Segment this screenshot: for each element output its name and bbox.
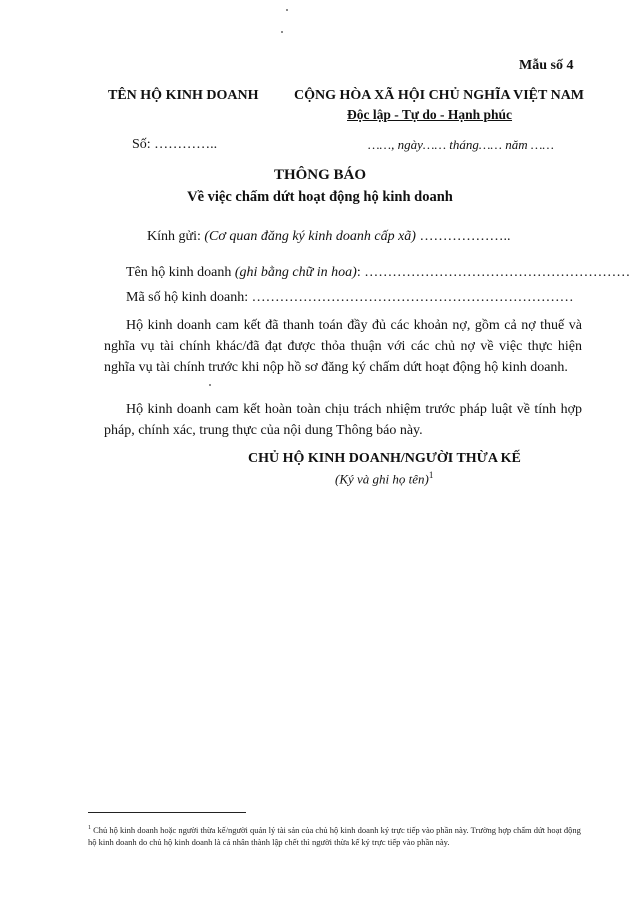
recipient-label: Kính gửi: [147,229,201,244]
form-number: Mẫu số 4 [519,58,574,73]
scan-speck [209,384,211,386]
signature-note [335,470,433,487]
scan-speck [281,31,283,33]
business-name-dots: : ………………………………………………… [356,265,631,280]
footnote-divider [88,812,246,813]
business-name-hint: (ghi bằng chữ in hoa) [234,265,357,280]
date-line: ……, ngày…… tháng…… năm …… [368,137,554,152]
business-name-line [126,265,630,281]
commitment-paragraph-2: Hộ kinh doanh cam kết hoàn toàn chịu trách nhiệm trước pháp luật về tính hợp pháp, chính xác, trung thực của nội dung Thông báo này. [104,402,582,438]
commitment-paragraph-1: Hộ kinh doanh cam kết đã thanh toán đầy đủ các khoản nợ, gồm cả nợ thuế và nghĩa vụ tài chính khác/đã đạt được thỏa thuận với các chủ nợ về việc thực hiện nghĩa vụ tài chính trước khi nộp hồ sơ đăng ký chấm dứt hoạt động hộ kinh doanh. [104,318,582,375]
business-name-heading: TÊN HỘ KINH DOANH [108,88,259,103]
footnote-text: Chủ hộ kinh doanh hoặc người thừa kế/người quản lý tài sản của chủ hộ kinh doanh ký trực tiếp vào phần này. Trường hợp chấm dứt hoạt động hộ kinh doanh do chủ hộ kinh doanh là cá nhân thành lập chết thì người thừa kế ký trực tiếp vào phần này. [88,824,581,847]
footnote-reference: 1 [428,470,434,480]
document-number: Số: ………….. [132,137,218,152]
nation-heading: CỘNG HÒA XÃ HỘI CHỦ NGHĨA VIỆT NAM [294,88,585,103]
document-title: THÔNG BÁO [273,167,367,183]
scan-speck [286,9,288,11]
business-code-line: Mã số hộ kinh doanh: …………………………………………………………… [126,290,574,305]
recipient-dots: ……………….. [415,229,511,244]
footnote [88,822,588,848]
business-name-label: Tên hộ kinh doanh [126,265,232,280]
footnote-mark: 1 [88,825,91,831]
motto: Độc lập - Tự do - Hạnh phúc [347,107,513,122]
signature-title: CHỦ HỘ KINH DOANH/NGƯỜI THỪA KẾ [248,451,521,466]
signature-instruction: (Ký và ghi họ tên) [335,471,429,487]
recipient-value: (Cơ quan đăng ký kinh doanh cấp xã) [204,229,416,244]
document-subtitle: Về việc chấm dứt hoạt động hộ kinh doanh [187,189,453,205]
recipient-line [147,229,510,245]
